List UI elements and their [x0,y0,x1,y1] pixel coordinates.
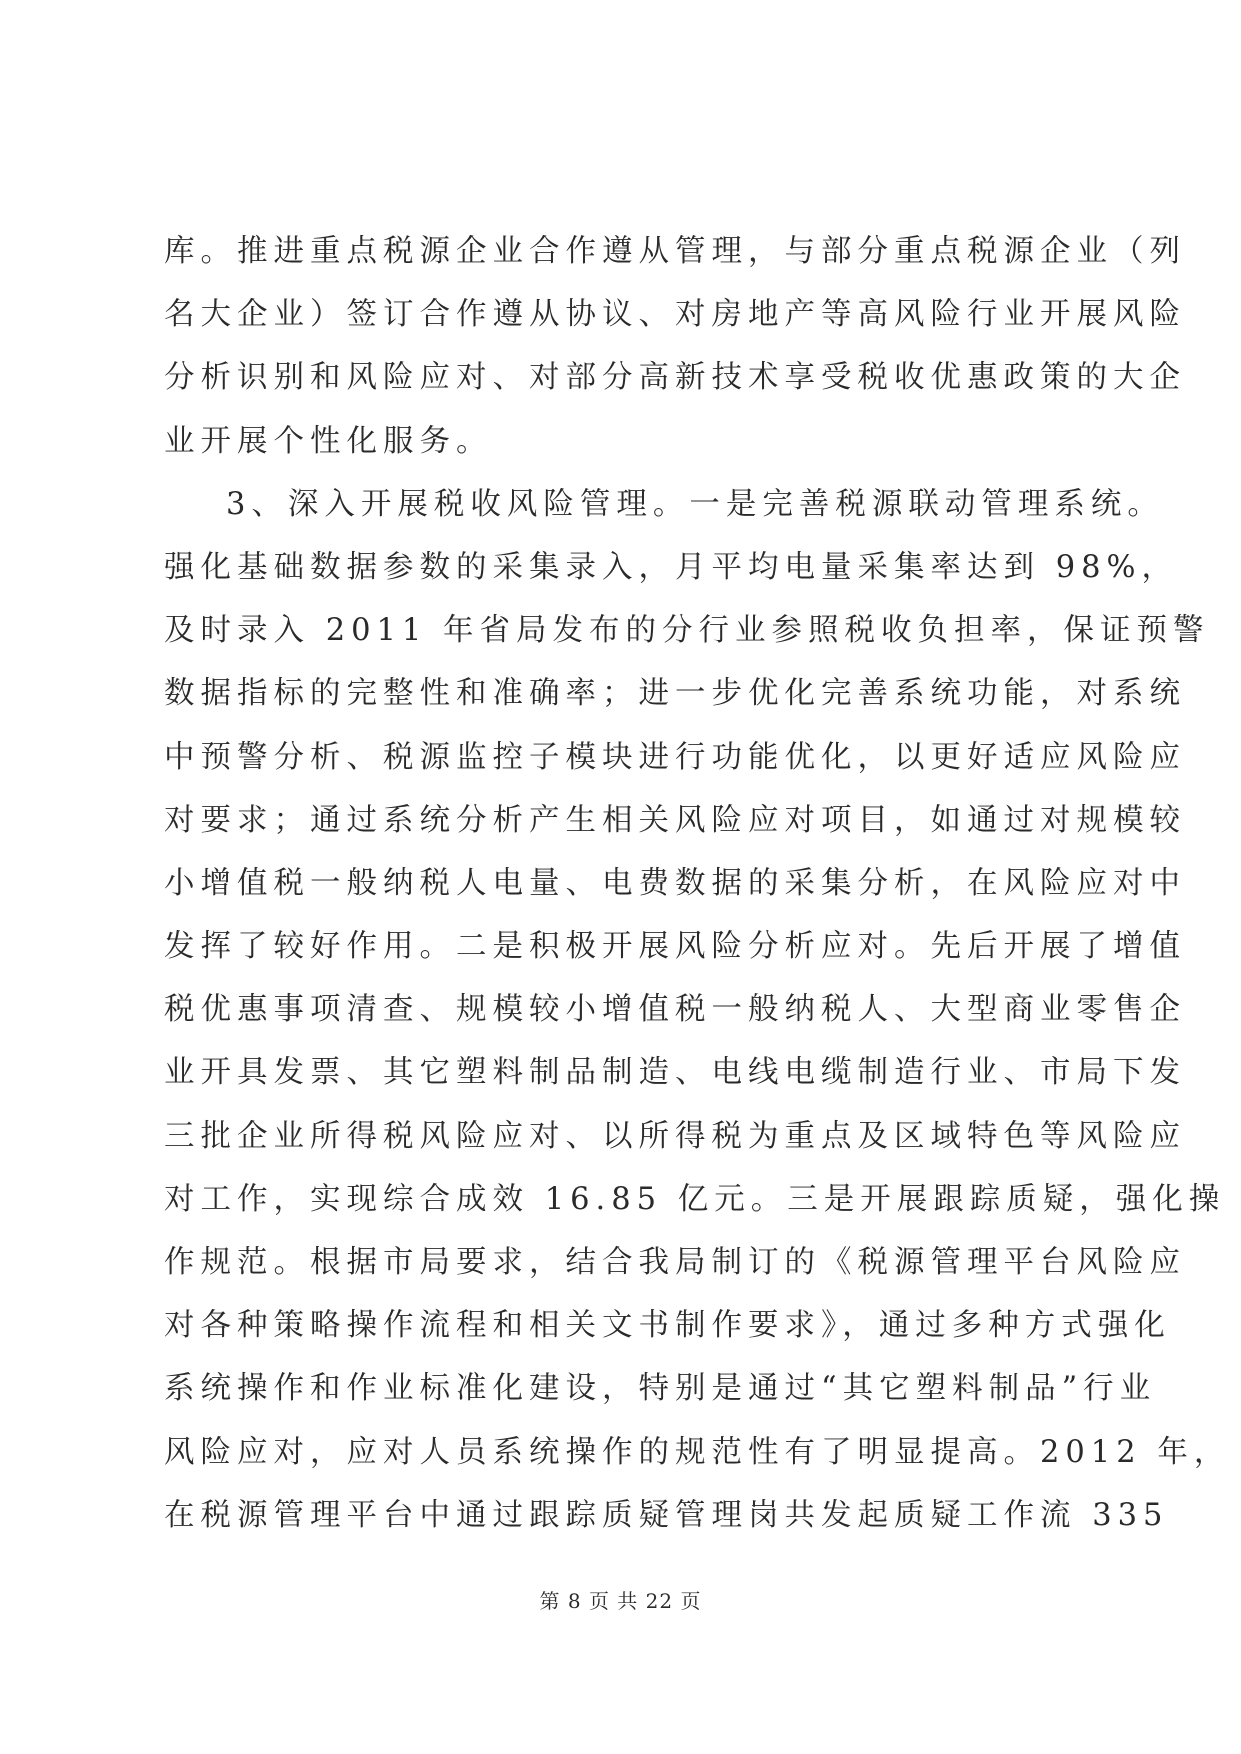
text-line: 风险应对，应对人员系统操作的规范性有了明显提高。2012 年， [164,1434,1231,1470]
text-line: 作规范。根据市局要求，结合我局制订的《税源管理平台风险应 [164,1245,1186,1280]
text-line: 业开展个性化服务。 [164,423,493,459]
text-line: 对要求；通过系统分析产生相关风险应对项目，如通过对规模较 [164,802,1186,838]
text-line: 对工作，实现综合成效 16.85 亿元。三是开展跟踪质疑，强化操 [164,1181,1226,1217]
text-line: 发挥了较好作用。二是积极开展风险分析应对。先后开展了增值 [164,929,1186,965]
text-line: 在税源管理平台中通过跟踪质疑管理岗共发起质疑工作流 335 [164,1497,1169,1533]
text-line: 数据指标的完整性和准确率；进一步优化完善系统功能，对系统 [164,676,1186,712]
text-line: 强化基础数据参数的采集录入，月平均电量采集率达到 98%， [164,549,1178,585]
text-line: 税优惠事项清查、规模较小增值税一般纳税人、大型商业零售企 [164,992,1186,1028]
page-number-footer: 第 8 页 共 22 页 [539,1589,702,1613]
text-line: 对各种策略操作流程和相关文书制作要求》，通过多种方式强化 [164,1308,1171,1344]
body-text [164,220,1231,1547]
text-line: 业开具发票、其它塑料制品制造、电线电缆制造行业、市局下发 [164,1055,1186,1091]
text-line: 系统操作和作业标准化建设，特别是通过“其它塑料制品”行业 [164,1371,1157,1407]
text-line: 三批企业所得税风险应对、以所得税为重点及区域特色等风险应 [164,1118,1186,1154]
text-line: 库。推进重点税源企业合作遵从管理，与部分重点税源企业（列 [164,234,1186,269]
text-line: 中预警分析、税源监控子模块进行功能优化，以更好适应风险应 [164,739,1186,775]
text-line: 分析识别和风险应对、对部分高新技术享受税收优惠政策的大企 [164,360,1186,396]
text-line: 及时录入 2011 年省局发布的分行业参照税收负担率，保证预警 [164,613,1210,649]
text-line: 3、深入开展税收风险管理。一是完善税源联动管理系统。 [226,486,1164,522]
text-line: 名大企业）签订合作遵从协议、对房地产等高风险行业开展风险 [164,297,1186,333]
text-line: 小增值税一般纳税人电量、电费数据的采集分析，在风险应对中 [164,865,1186,901]
